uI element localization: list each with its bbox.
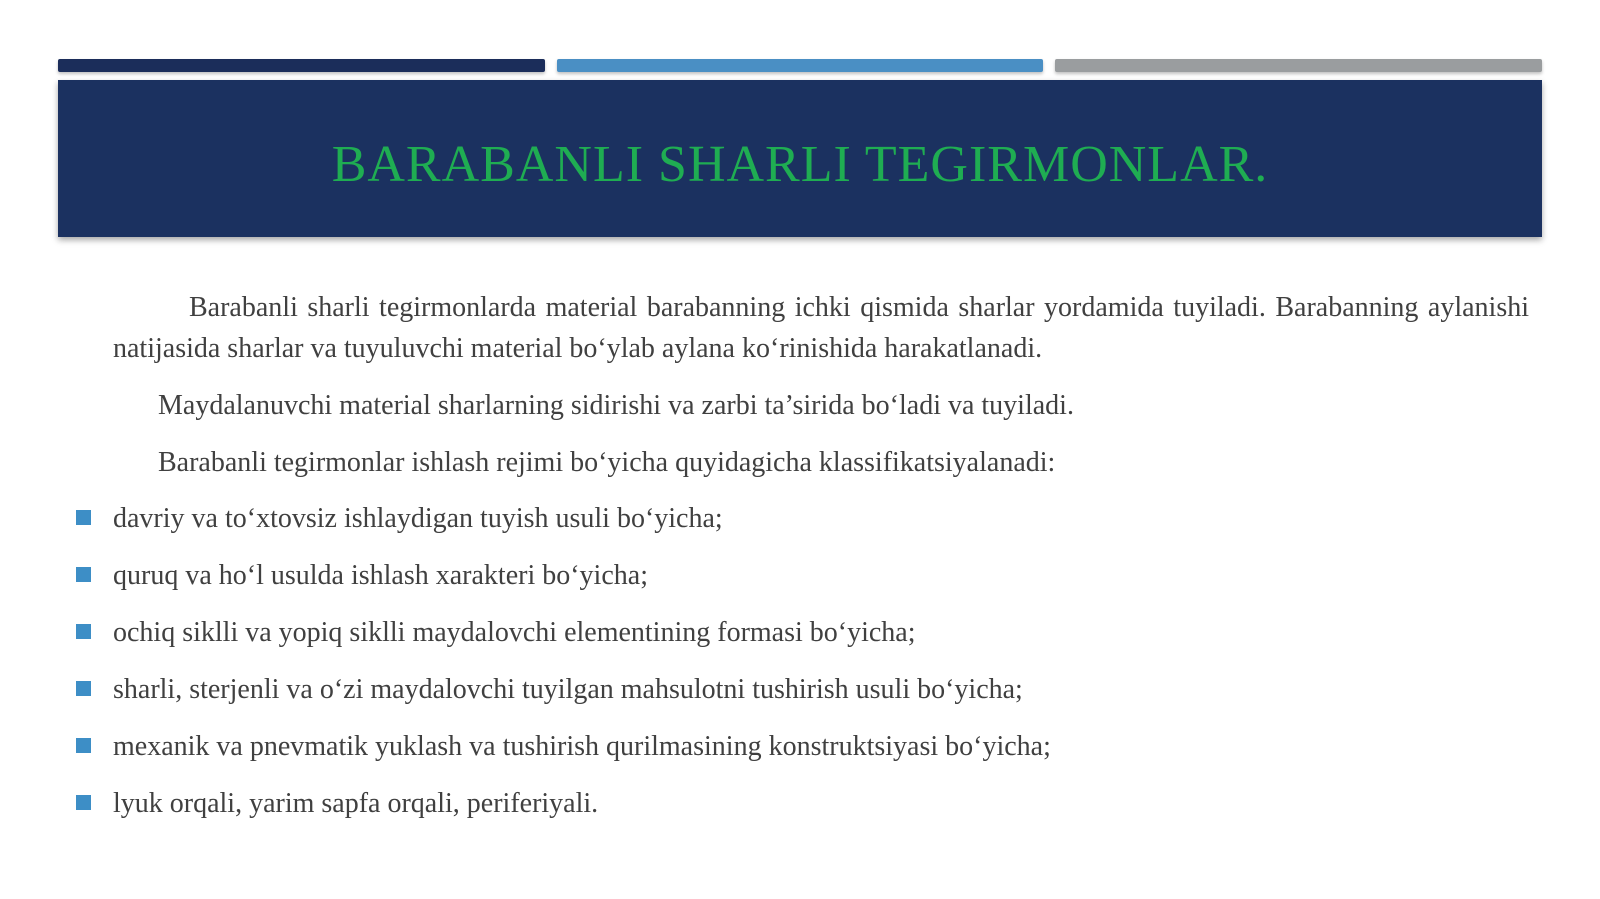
list-item-text: mexanik va pnevmatik yuklash va tushirish qurilmasining konstruktsiyasi bo‘yicha; xyxy=(113,731,1051,762)
list-item-text: davriy va to‘xtovsiz ishlaydigan tuyish usuli bo‘yicha; xyxy=(113,503,723,534)
square-bullet-icon xyxy=(76,681,91,696)
square-bullet-icon xyxy=(76,624,91,639)
paragraph-classification: Barabanli tegirmonlar ishlash rejimi bo‘yicha quyidagicha klassifikatsiyalanadi: xyxy=(158,447,1056,478)
square-bullet-icon xyxy=(76,567,91,582)
list-item-text: sharli, sterjenli va o‘zi maydalovchi tuyilgan mahsulotni tushirish usuli bo‘yicha; xyxy=(113,674,1023,705)
slide-title: BARABANLI SHARLI TEGIRMONLAR. xyxy=(331,136,1269,193)
square-bullet-icon xyxy=(76,738,91,753)
paragraph-grinding: Maydalanuvchi material sharlarning sidirishi va zarbi ta’sirida bo‘ladi va tuyiladi. xyxy=(158,390,1074,421)
list-item-text: ochiq siklli va yopiq siklli maydalovchi elementining formasi bo‘yicha; xyxy=(113,617,916,648)
list-item-text: quruq va ho‘l usulda ishlash xarakteri bo‘yicha; xyxy=(113,560,648,591)
paragraph-intro: Barabanli sharli tegirmonlarda material barabanning ichki qismida sharlar yordamida tuyiladi. Barabanning aylanishi natijasida sharlar va tuyuluvchi material bo‘ylab aylana ko‘rinishida harakatlanadi. xyxy=(113,292,1529,364)
square-bullet-icon xyxy=(76,795,91,810)
list-item-text: lyuk orqali, yarim sapfa orqali, periferiyali. xyxy=(113,788,599,819)
square-bullet-icon xyxy=(76,510,91,525)
